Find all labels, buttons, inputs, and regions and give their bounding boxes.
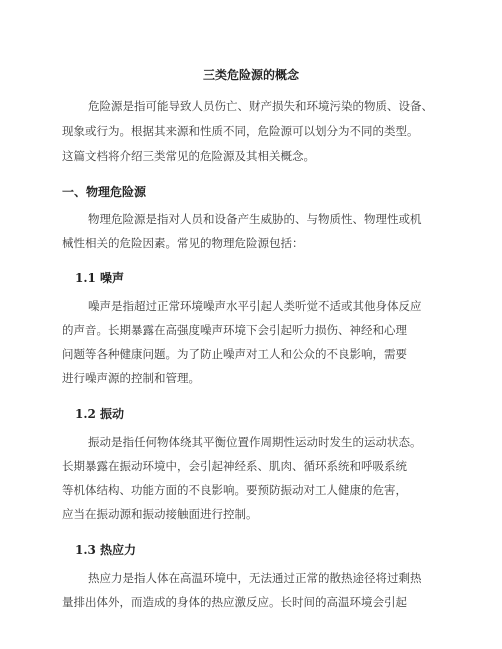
vibration-line-2: 长期暴露在振动环境中，会引起神经系、肌肉、循环系统和呼吸系统 xyxy=(62,459,407,473)
intro-line-3: 这篇文档将介绍三类常见的危险源及其相关概念。 xyxy=(62,149,315,163)
vibration-line-1: 振动是指任何物体绕其平衡位置作周期性运动时发生的运动状态。 xyxy=(88,435,422,449)
intro-line-1: 危险源是指可能导致人员伤亡、财产损失和环境污染的物质、设备、 xyxy=(88,99,433,113)
heat-stress-line-2: 量排出体外，而造成的身体的热应激反应。长时间的高温环境会引起 xyxy=(62,595,407,609)
vibration-line-4: 应当在振动源和振动接触面进行控制。 xyxy=(62,507,258,521)
section1-line-1: 物理危险源是指对人员和设备产生威胁的、与物质性、物理性或机 xyxy=(88,212,422,226)
subheading-noise: 1.1 噪声 xyxy=(75,271,125,285)
section-heading-physical-hazards: 一、物理危险源 xyxy=(62,185,147,199)
noise-line-1: 噪声是指超过正常环境噪声水平引起人类听觉不适或其他身体反应 xyxy=(88,299,422,313)
subheading-vibration: 1.2 振动 xyxy=(75,407,125,421)
noise-line-4: 进行噪声源的控制和管理。 xyxy=(62,371,200,385)
vibration-line-3: 等机体结构、功能方面的不良影响。要预防振动对工人健康的危害， xyxy=(62,483,407,497)
section1-line-2: 械性相关的危险因素。常见的物理危险源包括： xyxy=(62,236,304,250)
noise-line-2: 的声音。长期暴露在高强度噪声环境下会引起听力损伤、神经和心理 xyxy=(62,323,407,337)
heat-stress-line-1: 热应力是指人体在高温环境中，无法通过正常的散热途径将过剩热 xyxy=(88,571,422,585)
intro-line-2: 现象或行为。根据其来源和性质不同，危险源可以划分为不同的类型。 xyxy=(62,124,419,138)
noise-line-3: 问题等各种健康问题。为了防止噪声对工人和公众的不良影响，需要 xyxy=(62,347,407,361)
subheading-heat-stress: 1.3 热应力 xyxy=(75,543,137,557)
document-title: 三类危险源的概念 xyxy=(202,68,299,82)
